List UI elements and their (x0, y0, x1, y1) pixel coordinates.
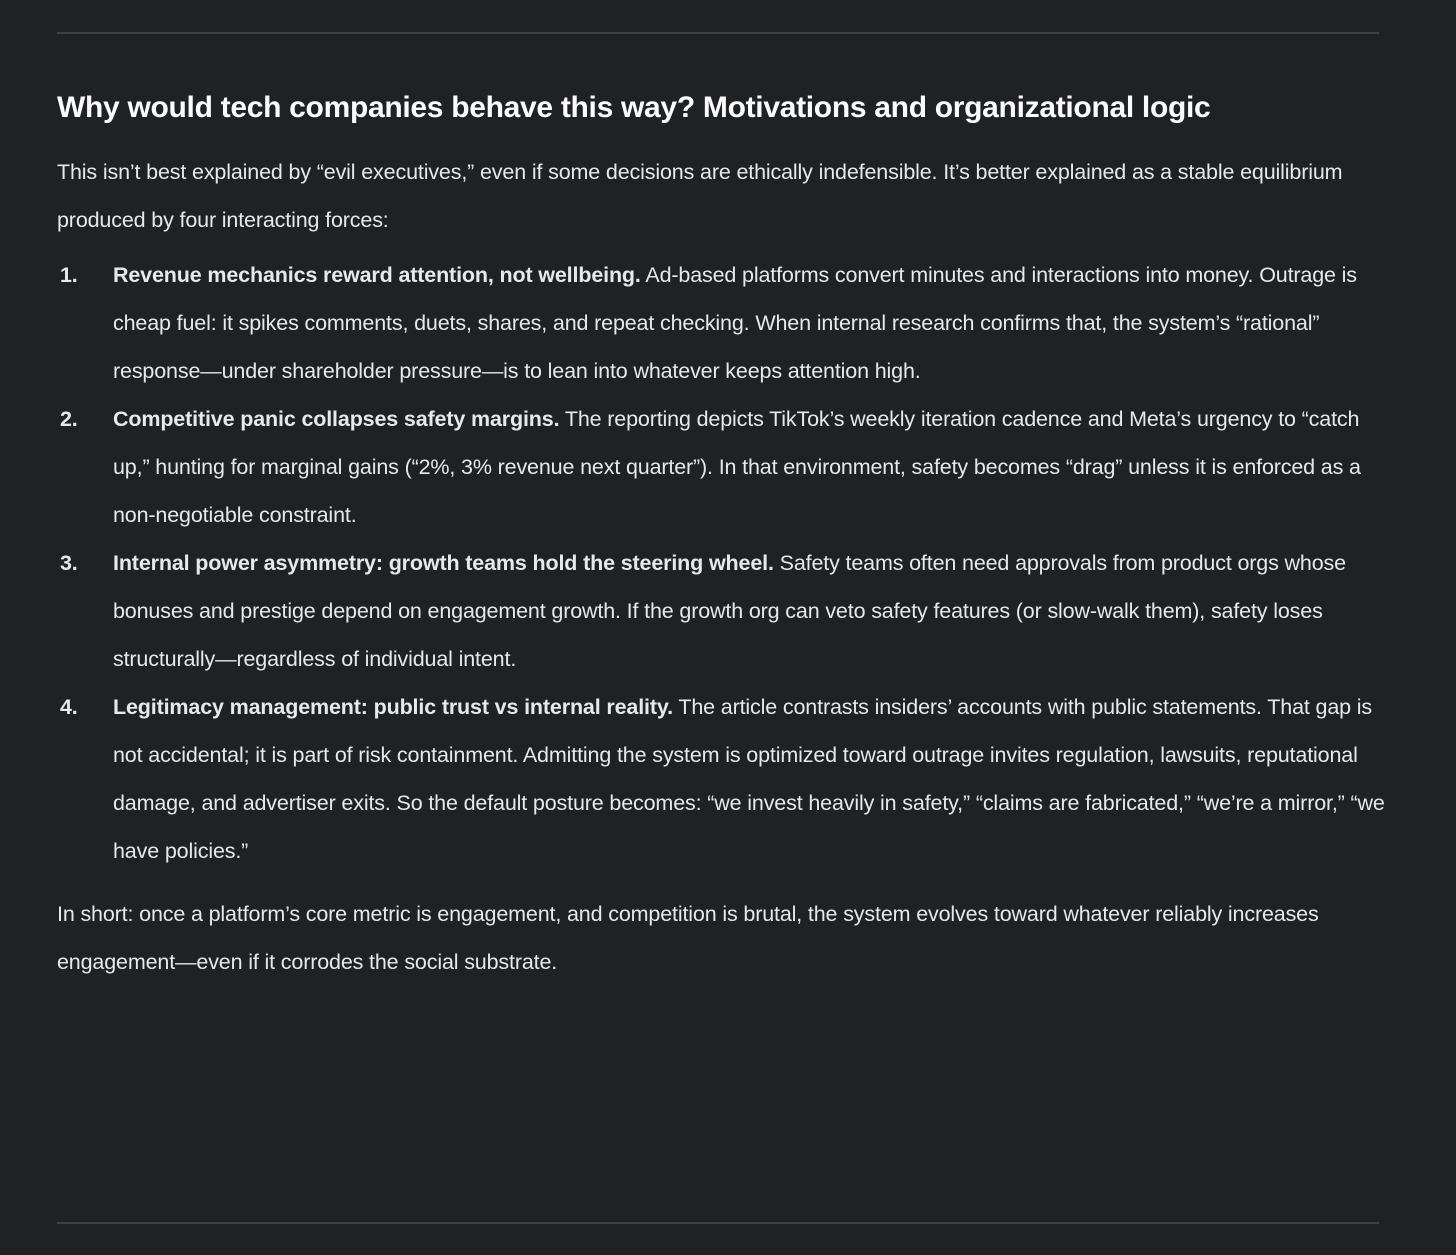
top-divider (57, 32, 1379, 34)
conclusion-paragraph: In short: once a platform’s core metric is engagement, and competition is brutal, the system evolves toward whatever reliably increases engagement—even if it corrodes the social substrate. (57, 902, 1319, 974)
list-item-4 (60, 683, 1399, 875)
list-item-body: The article contrasts insiders’ accounts with public statements. That gap is not accidental; it is part of risk containment. Admitting the system is optimized toward outrage invites regulation, lawsuits, reputational damage, and advertiser exits. So the default posture becomes: “we invest heavily in safety,” “claims are fabricated,” “we’re a mirror,” “we have policies.” (113, 695, 1385, 863)
list-item-lead: Revenue mechanics reward attention, not wellbeing. (113, 263, 641, 287)
list-item-3 (60, 539, 1399, 683)
list-item-1 (60, 251, 1399, 395)
section-heading: Why would tech companies behave this way? Motivations and organizational logic (57, 91, 1211, 124)
forces-list (57, 251, 1399, 875)
list-item-body: Ad-based platforms convert minutes and interactions into money. Outrage is cheap fuel: it spikes comments, duets, shares, and repeat checking. When internal research confirms that, the system’s “rational” response—under shareholder pressure—is to lean into whatever keeps attention high. (113, 263, 1357, 383)
list-item-lead: Internal power asymmetry: growth teams hold the steering wheel. (113, 551, 774, 575)
list-item-2 (60, 395, 1399, 539)
list-item-body: Safety teams often need approvals from product orgs whose bonuses and prestige depend on engagement growth. If the growth org can veto safety features (or slow-walk them), safety loses structurally—regardless of individual intent. (113, 551, 1346, 671)
list-item-lead: Legitimacy management: public trust vs internal reality. (113, 695, 673, 719)
list-item-number: 1. (60, 263, 78, 287)
list-item-number: 4. (60, 695, 78, 719)
list-item-number: 2. (60, 407, 78, 431)
list-item-lead: Competitive panic collapses safety margins. (113, 407, 560, 431)
intro-paragraph: This isn’t best explained by “evil executives,” even if some decisions are ethically indefensible. It’s better explained as a stable equilibrium produced by four interacting forces: (57, 160, 1343, 232)
list-item-number: 3. (60, 551, 78, 575)
bottom-divider (57, 1222, 1379, 1224)
list-item-body: The reporting depicts TikTok’s weekly iteration cadence and Meta’s urgency to “catch up,” hunting for marginal gains (“2%, 3% revenue next quarter”). In that environment, safety becomes “drag” unless it is enforced as a non-negotiable constraint. (113, 407, 1361, 527)
